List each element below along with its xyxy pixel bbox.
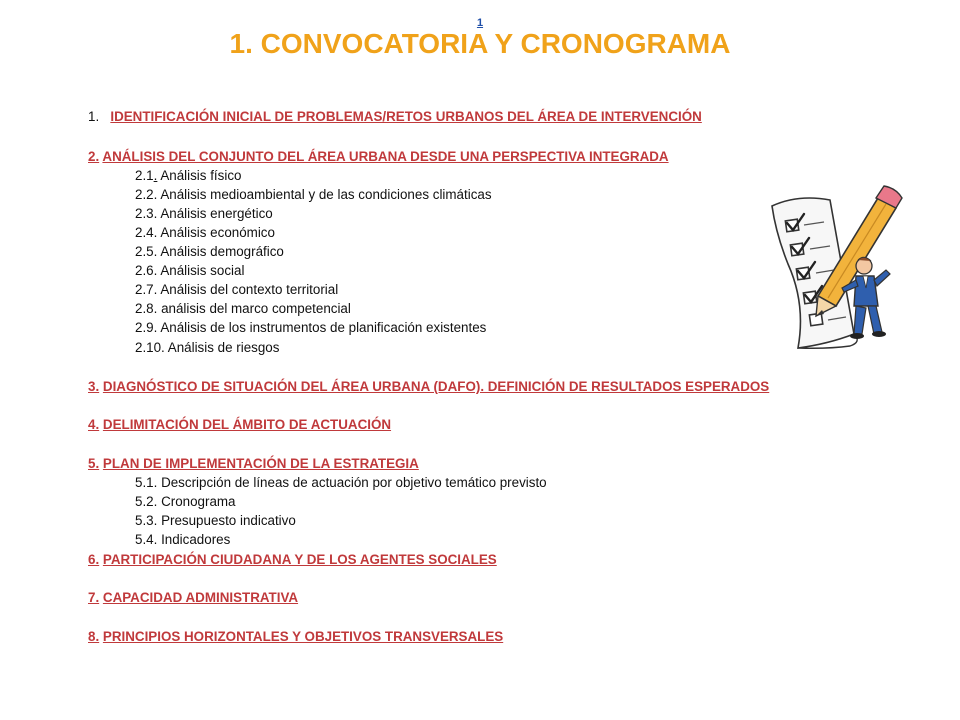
section-label[interactable]: CAPACIDAD ADMINISTRATIVA xyxy=(102,590,299,605)
toc-subsection-2-2 xyxy=(135,186,492,204)
toc-subsection-2-6 xyxy=(135,262,244,280)
toc-section-2[interactable] xyxy=(88,148,669,166)
subsection-label: Cronograma xyxy=(157,494,236,509)
toc-subsection-2-10 xyxy=(135,339,279,357)
section-label[interactable]: ANÁLISIS DEL CONJUNTO DEL ÁREA URBANA DESDE UNA PERSPECTIVA INTEGRADA xyxy=(102,149,669,164)
section-number[interactable]: 8. xyxy=(88,629,100,644)
section-number[interactable]: 2. xyxy=(88,149,100,164)
section-number[interactable]: 4. xyxy=(88,417,100,432)
toc-subsection-2-7 xyxy=(135,281,338,299)
section-label[interactable]: DIAGNÓSTICO DE SITUACIÓN DEL ÁREA URBANA (DAFO). DEFINICIÓN DE RESULTADOS ESPERADOS xyxy=(102,379,770,394)
subsection-number: 2.9. xyxy=(135,320,158,335)
subsection-number: 2.7. xyxy=(135,282,158,297)
subsection-label: Análisis de los instrumentos de planificación existentes xyxy=(157,320,487,335)
subsection-number: 2.6. xyxy=(135,263,158,278)
section-label[interactable]: IDENTIFICACIÓN INICIAL DE PROBLEMAS/RETOS URBANOS DEL ÁREA DE INTERVENCIÓN xyxy=(110,109,702,124)
toc-section-5[interactable] xyxy=(88,455,419,473)
section-number[interactable]: 6. xyxy=(88,552,100,567)
toc-section-7[interactable] xyxy=(88,589,298,607)
subsection-number: 2.5. xyxy=(135,244,158,259)
toc-subsection-2-4 xyxy=(135,224,275,242)
subsection-label: Análisis demográfico xyxy=(157,244,284,259)
subsection-number: 2.8. xyxy=(135,301,158,316)
section-label[interactable]: PRINCIPIOS HORIZONTALES Y OBJETIVOS TRANSVERSALES xyxy=(102,629,504,644)
page-title: 1. CONVOCATORIA Y CRONOGRAMA xyxy=(229,28,731,59)
subsection-number: 5.3. xyxy=(135,513,158,528)
toc-section-6[interactable] xyxy=(88,551,497,569)
section-number: 1. xyxy=(88,109,100,124)
subsection-number: 2.2. xyxy=(135,187,158,202)
toc-section-3[interactable] xyxy=(88,378,769,396)
toc-subsection-2-9 xyxy=(135,319,486,337)
subsection-label: Análisis medioambiental y de las condiciones climáticas xyxy=(157,187,492,202)
subsection-number: 2.1 xyxy=(135,168,154,183)
toc-subsection-2-3 xyxy=(135,205,273,223)
subsection-label: Análisis del contexto territorial xyxy=(157,282,339,297)
toc-subsection-2-1 xyxy=(135,167,241,185)
subsection-separator[interactable]: . xyxy=(153,168,158,183)
subsection-label: Análisis energético xyxy=(157,206,273,221)
toc-subsection-5-4 xyxy=(135,531,230,549)
subsection-number: 2.3. xyxy=(135,206,158,221)
subsection-label: Análisis económico xyxy=(157,225,275,240)
subsection-label: Presupuesto indicativo xyxy=(157,513,296,528)
subsection-number: 5.4. xyxy=(135,532,158,547)
toc-section-1[interactable] xyxy=(88,108,702,126)
toc-subsection-2-5 xyxy=(135,243,284,261)
subsection-number: 5.1. xyxy=(135,475,158,490)
toc-subsection-2-8 xyxy=(135,300,351,318)
toc-subsection-5-3 xyxy=(135,512,296,530)
section-number[interactable]: 7. xyxy=(88,590,100,605)
toc-subsection-5-2 xyxy=(135,493,236,511)
slide-number-link[interactable]: 1 xyxy=(476,17,484,29)
section-number[interactable]: 5. xyxy=(88,456,100,471)
toc-section-4[interactable] xyxy=(88,416,391,434)
subsection-label: Análisis de riesgos xyxy=(164,340,280,355)
subsection-label: análisis del marco competencial xyxy=(157,301,351,316)
subsection-number: 5.2. xyxy=(135,494,158,509)
checklist-pencil-illustration xyxy=(758,184,918,354)
subsection-label: Indicadores xyxy=(157,532,231,547)
toc-section-8[interactable] xyxy=(88,628,503,646)
subsection-label: Análisis social xyxy=(157,263,245,278)
section-label[interactable]: PARTICIPACIÓN CIUDADANA Y DE LOS AGENTES SOCIALES xyxy=(102,552,497,567)
subsection-label: Análisis físico xyxy=(157,168,242,183)
subsection-label: Descripción de líneas de actuación por objetivo temático previsto xyxy=(157,475,547,490)
section-label[interactable]: DELIMITACIÓN DEL ÁMBITO DE ACTUACIÓN xyxy=(102,417,392,432)
section-number[interactable]: 3. xyxy=(88,379,100,394)
section-label[interactable]: PLAN DE IMPLEMENTACIÓN DE LA ESTRATEGIA xyxy=(102,456,419,471)
subsection-number: 2.4. xyxy=(135,225,158,240)
toc-subsection-5-1 xyxy=(135,474,547,492)
subsection-number: 2.10. xyxy=(135,340,165,355)
